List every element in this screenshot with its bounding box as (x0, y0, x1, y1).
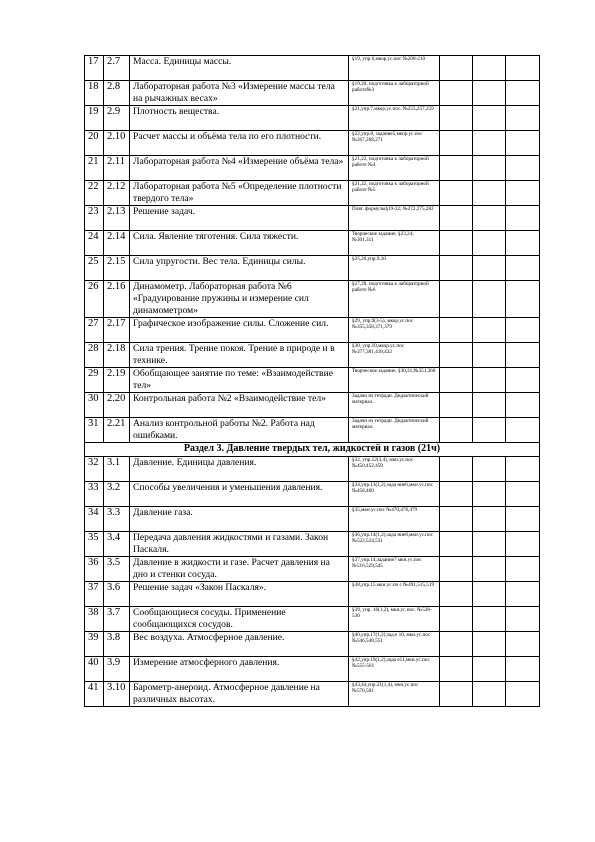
lesson-homework: §32, упр.12(3,4), мкн.ус.пос №450,452,459 (349, 457, 440, 482)
lesson-homework: §42,упр.19(1,2),зада е11,мкн.ус.пос №555-561 (349, 657, 440, 682)
lesson-code: 3.4 (104, 532, 130, 557)
lesson-code: 2.16 (104, 281, 130, 318)
notes-cell (506, 657, 540, 682)
lesson-homework: §21,22, подготовка к лабораторной работе №5 (349, 181, 440, 206)
lesson-number: 32 (85, 457, 104, 482)
date-actual-cell (473, 507, 506, 532)
date-actual-cell (473, 393, 506, 418)
notes-cell (506, 156, 540, 181)
date-actual-cell (473, 181, 506, 206)
lesson-homework: Творческое задание, §30,31;№351,368 (349, 368, 440, 393)
lesson-homework: §34,упр.13(1,2),зада ние6,мкн.ус.пос №458,460 (349, 482, 440, 507)
date-actual-cell (473, 231, 506, 256)
date-planned-cell (440, 318, 473, 343)
date-planned-cell (440, 206, 473, 231)
lesson-topic: Барометр-анероид. Атмосферное давление на различных высотах. (130, 682, 349, 707)
lesson-topic: Давление газа. (130, 507, 349, 532)
date-planned-cell (440, 131, 473, 156)
lesson-code: 2.7 (104, 56, 130, 81)
date-planned-cell (440, 607, 473, 632)
lesson-homework: §25,26,упр.9,10 (349, 256, 440, 281)
lesson-code: 2.15 (104, 256, 130, 281)
lesson-topic: Решение задач «Закон Паскаля». (130, 582, 349, 607)
date-actual-cell (473, 557, 506, 582)
lesson-number: 24 (85, 231, 104, 256)
lesson-number: 21 (85, 156, 104, 181)
lesson-row (85, 557, 540, 582)
section-header-row (85, 443, 540, 457)
date-planned-cell (440, 507, 473, 532)
notes-cell (506, 343, 540, 368)
date-planned-cell (440, 582, 473, 607)
lesson-homework: Задачи из тетради. Дидактический материал. (349, 418, 440, 443)
lesson-code: 2.10 (104, 131, 130, 156)
lesson-homework: §40,упр.17(1,2),зад.е 10, мкн.ус.пос №546,548,551 (349, 632, 440, 657)
lesson-number: 36 (85, 557, 104, 582)
lesson-number: 37 (85, 582, 104, 607)
lesson-code: 3.2 (104, 482, 130, 507)
date-actual-cell (473, 131, 506, 156)
notes-cell (506, 557, 540, 582)
lesson-code: 3.5 (104, 557, 130, 582)
date-actual-cell (473, 206, 506, 231)
notes-cell (506, 256, 540, 281)
lesson-topic: Сила. Явление тяготения. Сила тяжести. (130, 231, 349, 256)
lesson-number: 28 (85, 343, 104, 368)
notes-cell (506, 457, 540, 482)
lesson-homework: §21,22, подготовка к лабораторной работе №4 (349, 156, 440, 181)
lesson-homework: §21,упр.7,мкор.ус.пос. №255,257,259 (349, 106, 440, 131)
lesson-number: 19 (85, 106, 104, 131)
lesson-code: 3.7 (104, 607, 130, 632)
lesson-row (85, 607, 540, 632)
date-planned-cell (440, 368, 473, 393)
lesson-topic: Вес воздуха. Атмосферное давление. (130, 632, 349, 657)
date-actual-cell (473, 256, 506, 281)
lesson-row (85, 343, 540, 368)
date-actual-cell (473, 368, 506, 393)
date-planned-cell (440, 418, 473, 443)
lesson-number: 25 (85, 256, 104, 281)
lesson-number: 35 (85, 532, 104, 557)
lesson-code: 2.17 (104, 318, 130, 343)
lesson-topic: Решение задач. (130, 206, 349, 231)
section-block (85, 443, 540, 457)
date-actual-cell (473, 343, 506, 368)
date-actual-cell (473, 607, 506, 632)
date-planned-cell (440, 393, 473, 418)
lesson-row (85, 256, 540, 281)
notes-cell (506, 181, 540, 206)
date-planned-cell (440, 181, 473, 206)
lesson-topic: Динамометр. Лабораторная работа №6 «Градуирование пружины и измерение сил динамометром» (130, 281, 349, 318)
lesson-plan-table (84, 55, 540, 707)
lesson-row (85, 507, 540, 532)
lesson-topic: Лабораторная работа №5 «Определение плотности твердого тела» (130, 181, 349, 206)
date-planned-cell (440, 632, 473, 657)
lesson-row (85, 318, 540, 343)
date-planned-cell (440, 482, 473, 507)
lesson-topic: Сила упругости. Вес тела. Единицы силы. (130, 256, 349, 281)
date-actual-cell (473, 632, 506, 657)
lesson-homework: §30, упр.10,мкор.ус.пос №377,381,418,432 (349, 343, 440, 368)
notes-cell (506, 318, 540, 343)
lesson-topic: Обобщающее занятие по теме: «Взаимодействие тел» (130, 368, 349, 393)
notes-cell (506, 81, 540, 106)
lesson-code: 2.18 (104, 343, 130, 368)
lesson-row (85, 281, 540, 318)
lesson-homework: §19, упр.6,мкор.ус.пос №208-210 (349, 56, 440, 81)
date-planned-cell (440, 457, 473, 482)
date-actual-cell (473, 318, 506, 343)
lesson-homework: §19,20, подготовка к лабораторной работе№3 (349, 81, 440, 106)
lesson-topic: Расчет массы и объёма тела по его плотности. (130, 131, 349, 156)
lesson-number: 31 (85, 418, 104, 443)
date-actual-cell (473, 532, 506, 557)
lesson-row (85, 418, 540, 443)
date-planned-cell (440, 81, 473, 106)
date-actual-cell (473, 81, 506, 106)
lesson-row (85, 56, 540, 81)
lesson-code: 3.6 (104, 582, 130, 607)
section-title: Раздел 3. Давление твердых тел, жидкостей и газов (21ч) (85, 443, 540, 457)
lesson-number: 23 (85, 206, 104, 231)
lesson-code: 2.8 (104, 81, 130, 106)
notes-cell (506, 482, 540, 507)
date-planned-cell (440, 657, 473, 682)
lesson-code: 2.20 (104, 393, 130, 418)
lesson-row (85, 181, 540, 206)
lesson-homework: §35,мкн.ус.пос №470,476,479 (349, 507, 440, 532)
date-planned-cell (440, 231, 473, 256)
lesson-code: 3.1 (104, 457, 130, 482)
lesson-number: 39 (85, 632, 104, 657)
date-planned-cell (440, 682, 473, 707)
lesson-number: 17 (85, 56, 104, 81)
lesson-topic: Давление. Единицы давления. (130, 457, 349, 482)
lesson-row (85, 582, 540, 607)
notes-cell (506, 106, 540, 131)
lesson-number: 41 (85, 682, 104, 707)
lessons-block-b (85, 457, 540, 707)
lesson-row (85, 156, 540, 181)
lesson-row (85, 231, 540, 256)
lesson-row (85, 131, 540, 156)
lesson-code: 2.14 (104, 231, 130, 256)
notes-cell (506, 682, 540, 707)
lesson-number: 29 (85, 368, 104, 393)
lesson-number: 20 (85, 131, 104, 156)
lesson-row (85, 657, 540, 682)
date-planned-cell (440, 156, 473, 181)
lesson-number: 38 (85, 607, 104, 632)
lesson-row (85, 393, 540, 418)
date-planned-cell (440, 343, 473, 368)
lesson-row (85, 106, 540, 131)
lesson-homework: Задачи из тетради. Дидактический материал. (349, 393, 440, 418)
lesson-code: 3.3 (104, 507, 130, 532)
notes-cell (506, 56, 540, 81)
lesson-number: 26 (85, 281, 104, 318)
date-actual-cell (473, 582, 506, 607)
lesson-topic: Лабораторная работа №4 «Измерение объёма тела» (130, 156, 349, 181)
lesson-homework: §38,упр.15,мкн.ус.по с №491,515,519 (349, 582, 440, 607)
date-actual-cell (473, 106, 506, 131)
notes-cell (506, 368, 540, 393)
date-actual-cell (473, 56, 506, 81)
lesson-homework: Творческое задание, §23,24; №301,311 (349, 231, 440, 256)
notes-cell (506, 607, 540, 632)
lesson-number: 34 (85, 507, 104, 532)
lesson-row (85, 482, 540, 507)
date-actual-cell (473, 418, 506, 443)
date-actual-cell (473, 156, 506, 181)
lesson-code: 2.19 (104, 368, 130, 393)
lessons-block-a (85, 56, 540, 443)
notes-cell (506, 131, 540, 156)
lesson-topic: Плотность вещества. (130, 106, 349, 131)
lesson-topic: Сила трения. Трение покоя. Трение в природе и в технике. (130, 343, 349, 368)
lesson-number: 27 (85, 318, 104, 343)
lesson-number: 33 (85, 482, 104, 507)
date-planned-cell (440, 256, 473, 281)
lesson-code: 2.9 (104, 106, 130, 131)
lesson-topic: Давление в жидкости и газе. Расчет давления на дно и стенки сосуда. (130, 557, 349, 582)
lesson-row (85, 368, 540, 393)
lesson-number: 22 (85, 181, 104, 206)
date-planned-cell (440, 106, 473, 131)
lesson-homework: §29, упр.9(3-5), мкор.ус.пос №355,358,371,379 (349, 318, 440, 343)
lesson-topic: Анализ контрольной работы №2. Работа над ошибками. (130, 418, 349, 443)
notes-cell (506, 281, 540, 318)
date-actual-cell (473, 682, 506, 707)
lesson-code: 2.11 (104, 156, 130, 181)
lesson-row (85, 632, 540, 657)
lesson-topic: Масса. Единицы массы. (130, 56, 349, 81)
notes-cell (506, 532, 540, 557)
lesson-topic: Графическое изображение силы. Сложение сил. (130, 318, 349, 343)
date-planned-cell (440, 557, 473, 582)
lesson-row (85, 81, 540, 106)
lesson-homework: §37,упр.14,задание7 мкн.ус.пос №516,529,545 (349, 557, 440, 582)
lesson-topic: Передача давления жидкостями и газами. Закон Паскаля. (130, 532, 349, 557)
lesson-code: 2.12 (104, 181, 130, 206)
lesson-row (85, 532, 540, 557)
lesson-homework: §39, упр. 16(1,2), мкн.ус.пос. №528-530 (349, 607, 440, 632)
notes-cell (506, 632, 540, 657)
lesson-code: 3.8 (104, 632, 130, 657)
date-actual-cell (473, 482, 506, 507)
lesson-number: 40 (85, 657, 104, 682)
lesson-code: 3.9 (104, 657, 130, 682)
lesson-homework: Повт. формулы§19-22; №272,275,282 (349, 206, 440, 231)
lesson-topic: Измерение атмосферного давления. (130, 657, 349, 682)
notes-cell (506, 507, 540, 532)
notes-cell (506, 418, 540, 443)
date-planned-cell (440, 281, 473, 318)
date-actual-cell (473, 457, 506, 482)
lesson-homework: §27,28, подготовка к лабораторной работе №6 (349, 281, 440, 318)
lesson-homework: §36,упр.14(1,2),зада ние8,мкн.ус.пос №522,524,531 (349, 532, 440, 557)
date-actual-cell (473, 281, 506, 318)
lesson-topic: Лабораторная работа №3 «Измерение массы тела на рычажных весах» (130, 81, 349, 106)
notes-cell (506, 206, 540, 231)
lesson-code: 3.10 (104, 682, 130, 707)
notes-cell (506, 582, 540, 607)
date-planned-cell (440, 532, 473, 557)
lesson-homework: §22,упр.8, задание5,мкор.ус.пос №267,268,271 (349, 131, 440, 156)
lesson-number: 30 (85, 393, 104, 418)
notes-cell (506, 393, 540, 418)
lesson-row (85, 682, 540, 707)
lesson-number: 18 (85, 81, 104, 106)
lesson-row (85, 457, 540, 482)
lesson-topic: Сообщающиеся сосуды. Применение сообщающихся сосудов. (130, 607, 349, 632)
date-planned-cell (440, 56, 473, 81)
lesson-homework: §43,44,упр.21(1,4), мкн.ус.пос №570,581 (349, 682, 440, 707)
notes-cell (506, 231, 540, 256)
lesson-code: 2.21 (104, 418, 130, 443)
lesson-code: 2.13 (104, 206, 130, 231)
lesson-topic: Способы увеличения и уменьшения давления. (130, 482, 349, 507)
lesson-row (85, 206, 540, 231)
date-actual-cell (473, 657, 506, 682)
lesson-topic: Контрольная работа №2 «Взаимодействие тел» (130, 393, 349, 418)
